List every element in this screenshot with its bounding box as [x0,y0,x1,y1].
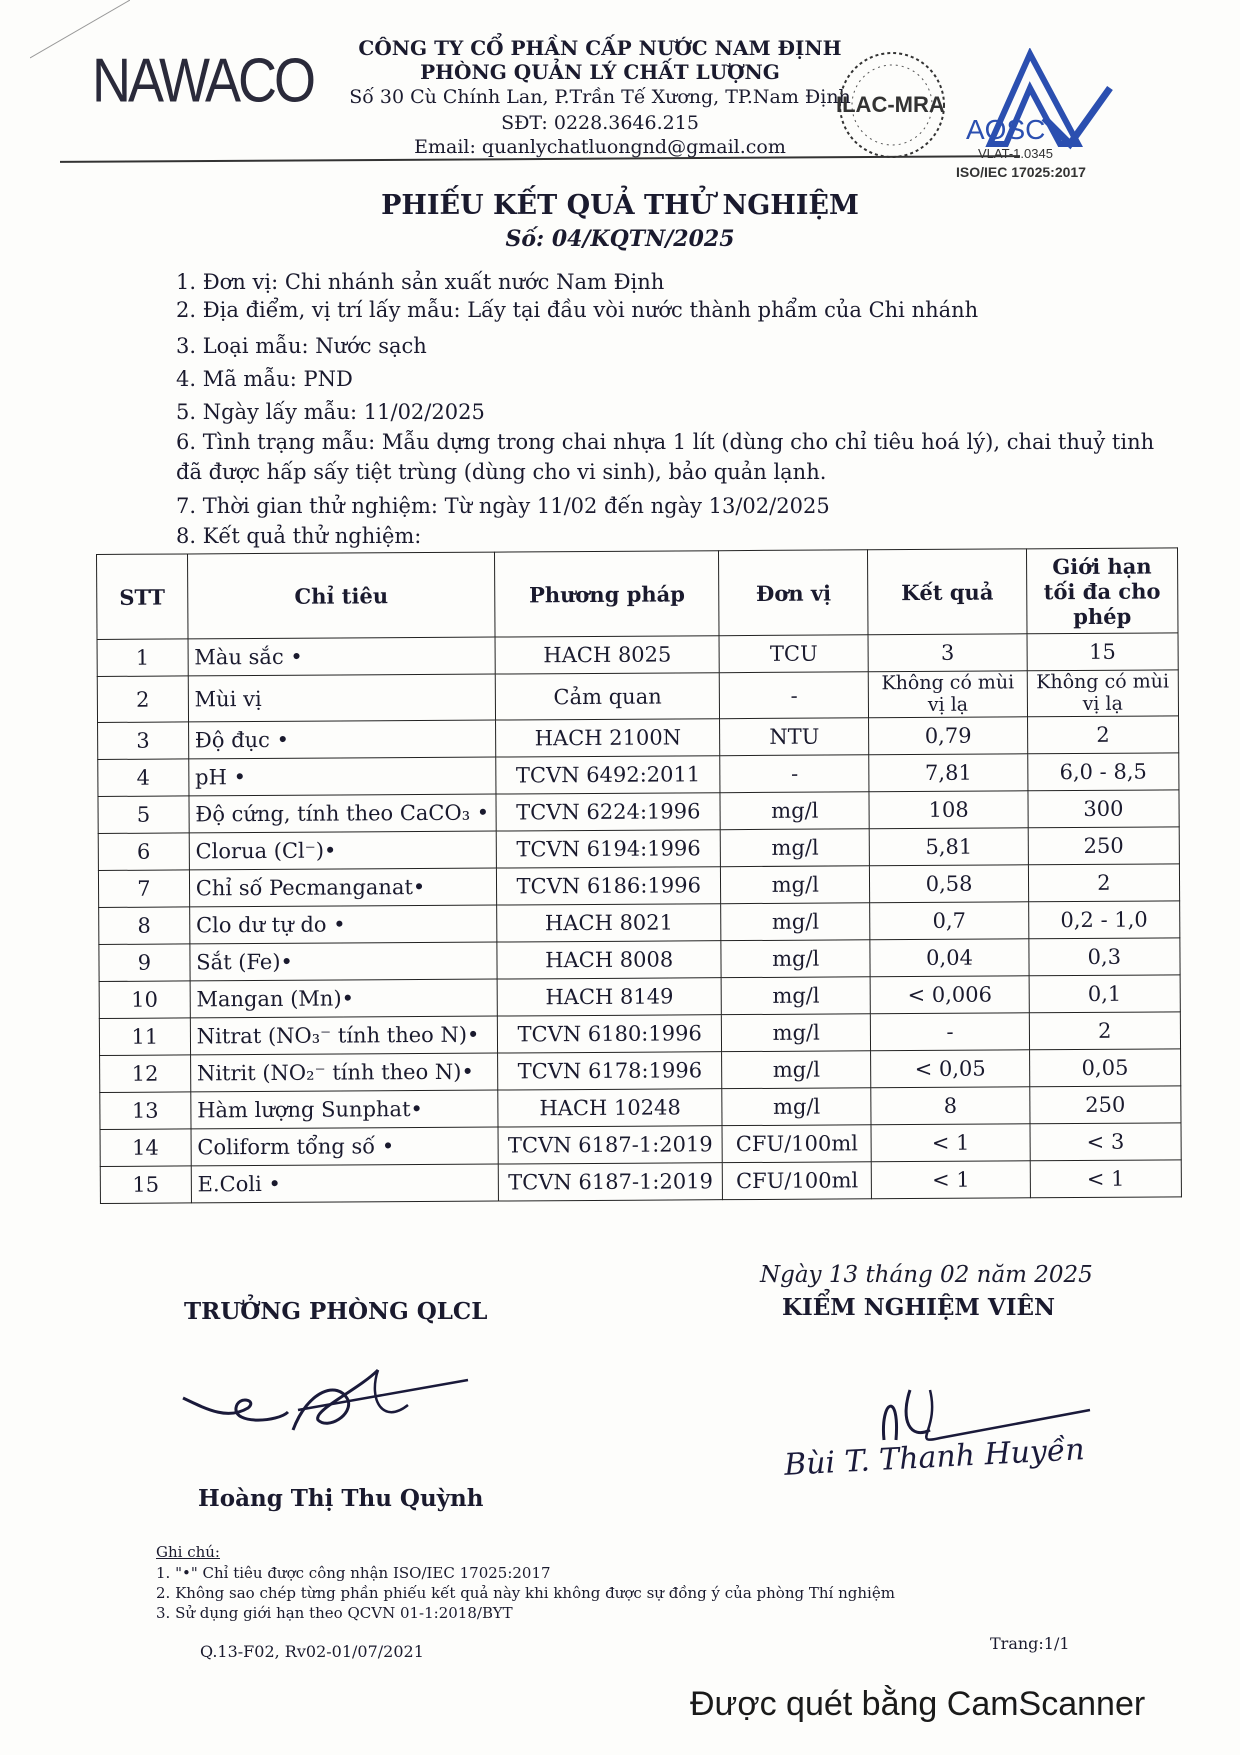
info-line-3: 3. Loại mẫu: Nước sạch [176,334,427,358]
header-criterion: Chỉ tiêu [187,552,495,639]
cell-unit: mg/l [720,829,869,867]
cell-result: 8 [871,1087,1030,1125]
department-name: PHÒNG QUẢN LÝ CHẤT LƯỢNG [420,60,780,84]
cell-limit: Không có mùi vị lạ [1027,670,1179,717]
cell-method: TCVN 6187-1:2019 [498,1126,722,1164]
cell-criterion: E.Coli • [191,1164,499,1203]
table-header-row [97,548,1178,640]
cell-stt: 13 [100,1092,191,1130]
left-signature [178,1350,488,1450]
notes-label: Ghi chú: [156,1543,220,1561]
cell-criterion: Sắt (Fe)• [190,942,498,981]
cell-unit: mg/l [721,977,870,1015]
document-title: PHIẾU KẾT QUẢ THỬ NGHIỆM [381,190,859,221]
cell-stt: 5 [98,796,189,834]
cell-stt: 10 [99,981,190,1019]
form-code: Q.13-F02, Rv02-01/07/2021 [200,1642,424,1661]
cell-criterion: Mangan (Mn)• [190,979,498,1018]
header-limit: Giới hạn tối đa cho phép [1026,548,1178,634]
cell-unit: mg/l [721,903,870,941]
cell-limit: < 3 [1030,1123,1182,1161]
cell-limit: 6,0 - 8,5 [1027,753,1179,791]
cell-limit: 300 [1028,790,1180,828]
cell-stt: 9 [99,944,190,982]
iso-cert-text: ISO/IEC 17025:2017 [956,164,1086,180]
right-signature-name: Bùi T. Thanh Huyền [783,1432,1086,1483]
cell-limit: 0,05 [1029,1049,1181,1087]
cell-unit: mg/l [721,866,870,904]
cell-result: 5,81 [870,828,1029,866]
cell-unit: mg/l [721,1014,870,1052]
page-number: Trang:1/1 [990,1634,1070,1653]
aosc-accreditation-logo [956,48,1120,188]
cell-stt: 6 [98,833,189,871]
cell-method: HACH 10248 [498,1089,722,1127]
cell-result: - [871,1013,1030,1051]
company-phone: SĐT: 0228.3646.215 [501,112,699,134]
cell-result: 7,81 [869,754,1028,792]
cell-result: 108 [869,791,1028,829]
cell-result: 0,04 [870,939,1029,977]
cell-method: HACH 8021 [497,904,721,942]
company-address: Số 30 Cù Chính Lan, P.Trần Tế Xương, TP.Nam Định [349,86,851,108]
cell-unit: CFU/100ml [722,1125,871,1163]
cell-stt: 2 [97,676,188,723]
cell-method: Cảm quan [496,673,720,720]
cell-result: 0,7 [870,902,1029,940]
cell-criterion: Nitrit (NO₂⁻ tính theo N)• [190,1053,498,1092]
info-line-6: 6. Tình trạng mẫu: Mẫu dựng trong chai nhựa 1 lít (dùng cho chỉ tiêu hoá lý), chai thuỷ tinh [176,430,1155,454]
info-line-1: 1. Đơn vị: Chi nhánh sản xuất nước Nam Định [176,270,665,294]
cell-stt: 1 [97,639,188,677]
cell-stt: 7 [98,870,189,908]
ilac-mra-text: ILAC-MRA [836,92,945,117]
cell-method: HACH 8008 [497,941,721,979]
info-line-6-cont: đã được hấp sấy tiệt trùng (dùng cho vi sinh), bảo quản lạnh. [176,460,827,484]
cell-criterion: Clo dư tự do • [189,905,497,944]
header-unit: Đơn vị [719,550,869,636]
cell-criterion: Coliform tổng số • [191,1127,499,1166]
cell-result: 3 [868,634,1027,672]
info-line-2: 2. Địa điểm, vị trí lấy mẫu: Lấy tại đầu vòi nước thành phẩm của Chi nhánh [176,298,979,322]
cell-criterion: pH • [189,757,497,796]
cell-method: TCVN 6186:1996 [497,867,721,905]
header-result: Kết quả [868,549,1027,635]
cell-unit: - [719,672,869,719]
cell-method: TCVN 6187-1:2019 [499,1163,723,1201]
document-number: Số: 04/KQTN/2025 [505,226,735,252]
info-line-8: 8. Kết quả thử nghiệm: [176,524,422,548]
info-line-5: 5. Ngày lấy mẫu: 11/02/2025 [176,400,485,424]
cell-stt: 14 [100,1129,191,1167]
info-line-4: 4. Mã mẫu: PND [176,367,353,391]
cell-method: TCVN 6492:2011 [496,756,720,794]
right-signer-title: KIỂM NGHIỆM VIÊN [782,1294,1056,1321]
cell-unit: mg/l [722,1051,871,1089]
cell-criterion: Mùi vị [188,674,496,722]
cell-unit: mg/l [721,940,870,978]
cell-limit: 2 [1027,716,1179,754]
cell-limit: < 1 [1030,1160,1182,1198]
cell-stt: 12 [100,1055,191,1093]
cell-method: HACH 8149 [497,978,721,1016]
cell-result: < 0,05 [871,1050,1030,1088]
cell-unit: mg/l [720,792,869,830]
cell-result: 0,58 [870,865,1029,903]
cell-result: < 1 [871,1124,1030,1162]
cell-stt: 3 [98,722,189,760]
cell-unit: - [720,755,869,793]
table-row [97,670,1178,723]
cell-limit: 250 [1028,827,1180,865]
company-email: Email: quanlychatluongnd@gmail.com [414,136,786,158]
note-3: 3. Sử dụng giới hạn theo QCVN 01-1:2018/BYT [156,1604,513,1622]
cell-stt: 4 [98,759,189,797]
cell-criterion: Màu sắc • [188,637,496,676]
cell-criterion: Hàm lượng Sunphat• [191,1090,499,1129]
camscanner-watermark: Được quét bằng CamScanner [690,1685,1146,1723]
cell-limit: 2 [1028,864,1180,902]
cell-unit: mg/l [722,1088,871,1126]
cell-method: HACH 2100N [496,719,720,757]
cell-limit: 250 [1029,1086,1181,1124]
info-line-7: 7. Thời gian thử nghiệm: Từ ngày 11/02 đến ngày 13/02/2025 [176,494,830,518]
header-method: Phương pháp [495,551,719,637]
vlat-text: VLAT-1.0345 [978,146,1053,161]
company-logo: NAWACO [92,46,313,116]
cell-unit: CFU/100ml [722,1162,871,1200]
signature-date: Ngày 13 tháng 02 năm 2025 [760,1262,1093,1288]
note-2: 2. Không sao chép từng phần phiếu kết quả này khi không được sự đồng ý của phòng Thí nghiệm [156,1584,895,1602]
cell-stt: 15 [100,1166,191,1204]
cell-method: TCVN 6224:1996 [496,793,720,831]
cell-method: TCVN 6194:1996 [496,830,720,868]
ilac-mra-seal [822,40,962,170]
cell-unit: TCU [719,635,868,673]
cell-result: < 0,006 [870,976,1029,1014]
cell-criterion: Nitrat (NO₃⁻ tính theo N)• [190,1016,498,1055]
cell-criterion: Độ đục • [188,720,496,759]
cell-method: HACH 8025 [495,636,719,674]
cell-result: Không có mùi vị lạ [869,671,1028,718]
cell-limit: 0,2 - 1,0 [1028,901,1180,939]
cell-limit: 0,3 [1029,938,1181,976]
cell-criterion: Clorua (Cl⁻)• [189,831,497,870]
cell-method: TCVN 6180:1996 [498,1015,722,1053]
cell-result: < 1 [872,1161,1031,1199]
company-name: CÔNG TY CỔ PHẦN CẤP NƯỚC NAM ĐỊNH [358,36,842,60]
cell-criterion: Độ cứng, tính theo CaCO₃ • [189,794,497,833]
table-row [100,1160,1181,1204]
results-table [96,547,1182,1204]
cell-limit: 0,1 [1029,975,1181,1013]
cell-unit: NTU [720,718,869,756]
cell-limit: 2 [1029,1012,1181,1050]
header-stt: STT [97,554,188,640]
cell-limit: 15 [1027,633,1179,671]
left-signer-title: TRƯỞNG PHÒNG QLCL [184,1298,488,1325]
cell-stt: 8 [99,907,190,945]
left-signer-name: Hoàng Thị Thu Quỳnh [198,1485,484,1512]
aosc-text: AOSC [966,114,1046,145]
note-1: 1. "•" Chỉ tiêu được công nhận ISO/IEC 17025:2017 [156,1564,551,1582]
cell-stt: 11 [99,1018,190,1056]
cell-method: TCVN 6178:1996 [498,1052,722,1090]
cell-criterion: Chỉ số Pecmanganat• [189,868,497,907]
cell-result: 0,79 [869,717,1028,755]
